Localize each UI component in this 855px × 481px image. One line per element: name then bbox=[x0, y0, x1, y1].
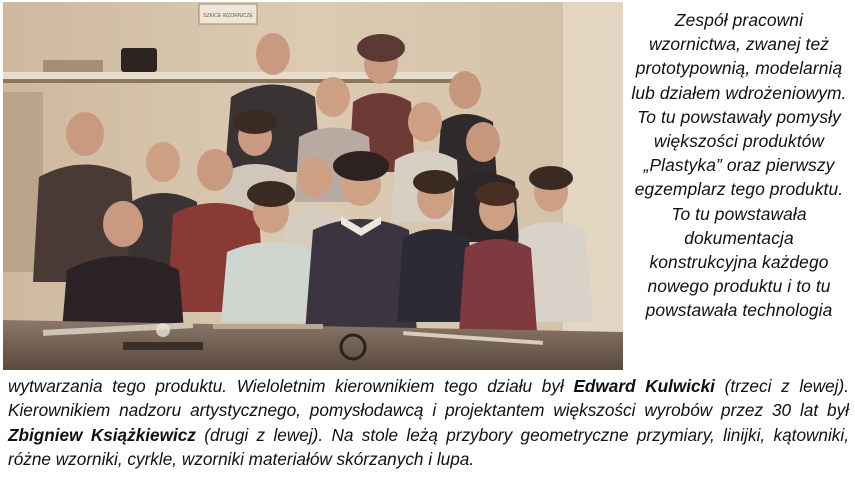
name-zbigniew-ksiazkiewicz: Zbigniew Książkiewicz bbox=[8, 424, 196, 445]
side-caption: Zespół pracowni wzornictwa, zwanej też prototypownią, modelarnią lub działem wdrożeniowym. To tu powstawały pomysły większości produktów „Plastyka” oraz pierwszy egzemplarz tego produktu. To tu powstawała dokumentacja konstrukcyjna każdego nowego produktu i to tu powstawała technologia bbox=[631, 10, 847, 321]
group-photo bbox=[3, 2, 623, 370]
group-photo-illustration bbox=[3, 2, 623, 370]
bottom-caption-part3: (drugi z lewej). Na stole leżą przybory geometryczne przymiary, linijki, kątowniki, różne wzorniki, cyrkle, wzorniki materiałów skórzanych i lupa. bbox=[8, 424, 849, 470]
name-edward-kulwicki: Edward Kulwicki bbox=[573, 376, 715, 396]
shelf-bag bbox=[121, 48, 157, 72]
bottom-caption bbox=[8, 374, 849, 472]
wall-sign-text: SZKICE WZORNICZE bbox=[203, 13, 253, 19]
bottom-caption-part2: (trzeci z lewej). Kierownikiem nadzoru artystycznego, pomysłodawcą i projektantem większości wyrobów przez 30 lat był bbox=[8, 376, 850, 421]
shelf bbox=[3, 72, 473, 79]
bottom-caption-part1: wytwarzania tego produktu. Wieloletnim kierownikiem tego działu był bbox=[8, 376, 574, 396]
